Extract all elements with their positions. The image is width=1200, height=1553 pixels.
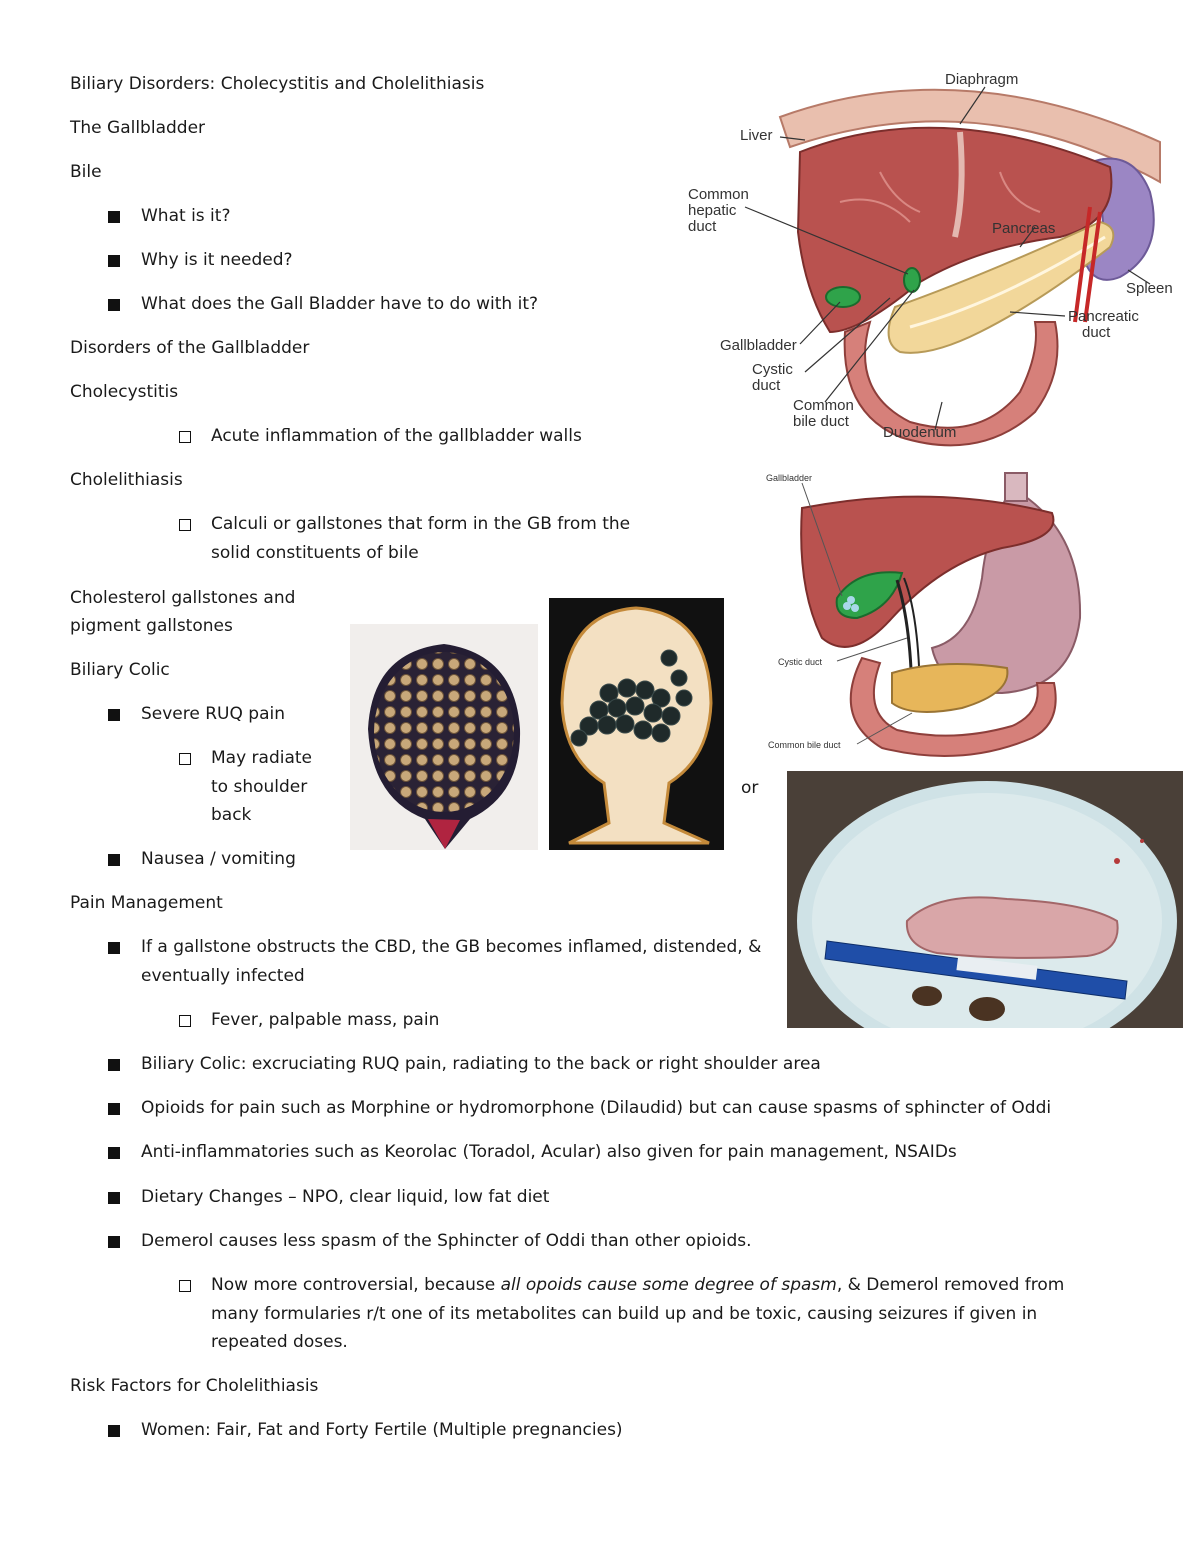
gallbladder-specimen-photo [787,771,1183,1028]
pain-subitem: Fever, palpable mass, pain [211,1010,440,1030]
label-common-hepatic: hepatic [688,202,737,219]
colic-subitem: to shoulder [211,777,308,797]
pain-subitem [211,1271,1064,1300]
bullet-square-icon [108,1147,120,1159]
gallbladder-stones-diagram [762,468,1092,763]
cholesterol-gallstones-photo [350,624,538,850]
pain-item: Biliary Colic: excruciating RUQ pain, radiating to the back or right shoulder area [141,1054,821,1074]
cholecystitis-definition: Acute inflammation of the gallbladder walls [211,426,582,446]
heading-cholecystitis: Cholecystitis [70,382,179,402]
bile-question: What does the Gall Bladder have to do with it? [141,294,539,314]
bullet-square-icon [108,942,120,954]
pain-subitem-text: , & Demerol removed from [836,1275,1065,1295]
label-cystic-duct: duct [752,377,781,394]
pain-subitem-emphasis: all opoids cause some degree of spasm [500,1275,837,1295]
gallstone-types: Cholesterol gallstones and [70,588,296,608]
or-text: or [741,778,759,798]
bullet-square-icon [108,1425,120,1437]
anatomy-diagram [680,62,1180,452]
pigment-gallstones-photo [549,598,724,850]
heading-biliary-colic: Biliary Colic [70,660,170,680]
heading-bile: Bile [70,162,102,182]
bullet-square-icon [108,1236,120,1248]
bullet-checkbox-icon [179,1280,191,1292]
bullet-checkbox-icon [179,519,191,531]
bullet-square-icon [108,255,120,267]
label-cystic-duct: Cystic [752,361,793,378]
bullet-square-icon [108,211,120,223]
label-pancreatic-duct: duct [1082,324,1111,341]
bullet-square-icon [108,1192,120,1204]
gallstone-types: pigment gallstones [70,616,233,636]
pain-subitem-text: Now more controversial, because [211,1275,501,1295]
label-gallbladder: Gallbladder [720,337,797,354]
cholelithiasis-definition: Calculi or gallstones that form in the GB from the [211,514,631,534]
page-title: Biliary Disorders: Cholecystitis and Cholelithiasis [70,74,485,94]
pain-item: Demerol causes less spasm of the Sphincter of Oddi than other opioids. [141,1231,752,1251]
bullet-checkbox-icon [179,753,191,765]
pain-item: Anti-inflammatories such as Keorolac (Toradol, Acular) also given for pain management, NSAIDs [141,1142,957,1162]
label-pancreatic-duct: Pancreatic [1068,308,1139,325]
pain-item: Dietary Changes – NPO, clear liquid, low fat diet [141,1187,550,1207]
pain-subitem: repeated doses. [211,1332,348,1352]
pain-item: eventually infected [141,966,305,986]
risk-item: Women: Fair, Fat and Forty Fertile (Multiple pregnancies) [141,1420,623,1440]
bullet-square-icon [108,299,120,311]
heading-cholelithiasis: Cholelithiasis [70,470,183,490]
label-spleen: Spleen [1126,280,1173,297]
bile-question: Why is it needed? [141,250,293,270]
label-common-hepatic: Common [688,186,749,203]
pain-subitem: many formularies r/t one of its metabolites can build up and be toxic, causing seizures if given in [211,1304,1038,1324]
pain-item: Opioids for pain such as Morphine or hydromorphone (Dilaudid) but can cause spasms of sphincter of Oddi [141,1098,1052,1118]
label-diaphragm: Diaphragm [945,71,1019,88]
colic-subitem: back [211,805,252,825]
bullet-square-icon [108,1103,120,1115]
heading-pain-management: Pain Management [70,893,223,913]
pain-item: If a gallstone obstructs the CBD, the GB becomes inflamed, distended, & [141,937,762,957]
label-pancreas: Pancreas [992,220,1056,237]
heading-disorders: Disorders of the Gallbladder [70,338,310,358]
colic-subitem: May radiate [211,748,313,768]
bullet-square-icon [108,709,120,721]
label-duodenum: Duodenum [883,424,957,441]
colic-item: Nausea / vomiting [141,849,296,869]
heading-risk-factors: Risk Factors for Cholelithiasis [70,1376,319,1396]
label-liver: Liver [740,127,773,144]
bullet-square-icon [108,854,120,866]
label-common-bile-duct: Common [793,397,854,414]
label-gallbladder-small: Gallbladder [766,473,813,483]
cholelithiasis-definition: solid constituents of bile [211,543,419,563]
label-common-bile-duct-small: Common bile duct [768,740,841,750]
heading-gallbladder: The Gallbladder [70,118,206,138]
colic-item: Severe RUQ pain [141,704,285,724]
bullet-checkbox-icon [179,431,191,443]
bile-question: What is it? [141,206,231,226]
bullet-checkbox-icon [179,1015,191,1027]
label-common-hepatic: duct [688,218,717,235]
label-cystic-duct-small: Cystic duct [778,657,823,667]
bullet-square-icon [108,1059,120,1071]
label-common-bile-duct: bile duct [793,413,849,430]
